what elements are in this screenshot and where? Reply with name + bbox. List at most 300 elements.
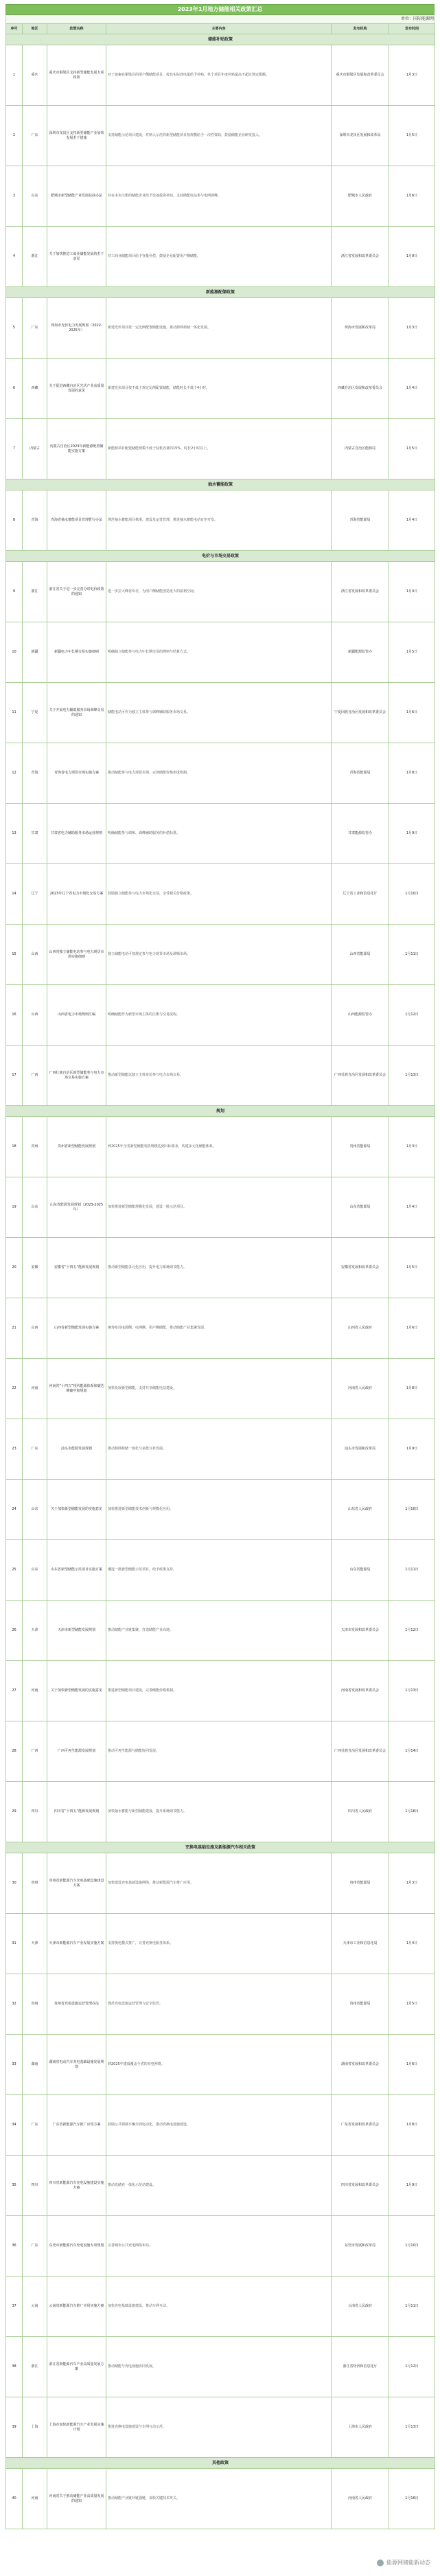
footer	[0, 2549, 440, 2576]
cell-region: 山东	[23, 1540, 47, 1601]
cell-issuer: 安徽省发展和改革委员会	[332, 1238, 389, 1298]
cell-policy-name: 山西省电力市场规则汇编	[47, 985, 106, 1046]
cell-issuer: 辽宁省工业和信息化厅	[332, 864, 389, 925]
cell-content: 遴选一批新型储能示范项目，给予政策支持。	[106, 1540, 332, 1601]
cell-issuer: 重庆市铜梁区发展和改革委员会	[332, 45, 389, 106]
cell-content: 加快发展新型储能，支持共享储能电站建设。	[106, 1359, 332, 1419]
table-row	[6, 985, 435, 1046]
cell-region: 河南	[23, 2469, 47, 2529]
cell-content: 加快推进新型储能规模化发展，建设一批示范项目。	[106, 1177, 332, 1238]
table-row	[6, 2276, 435, 2337]
cell-content: 推动光储充一体化示范站建设。	[106, 2156, 332, 2216]
section-title: 电价与市场交易政策	[6, 551, 435, 562]
table-row	[6, 1540, 435, 1601]
cell-policy-name: 湖南省电动汽车充电基础设施发展规划	[47, 2035, 106, 2095]
cell-date: 1月12日	[389, 985, 435, 1046]
cell-policy-name: 东莞市新能源汽车充电设施专项规划	[47, 2216, 106, 2276]
cell-issuer: 天津市发展和改革委员会	[332, 1601, 389, 1661]
cell-index: 25	[6, 1540, 23, 1601]
cell-content: 推进新型储能项目建设，完善储能价格机制。	[106, 1661, 332, 1721]
cell-content: 推动储能产业链补链强链，加快关键技术攻关。	[106, 2469, 332, 2529]
cell-issuer: 山西能源监管办	[332, 985, 389, 1046]
section-header-row	[6, 551, 435, 562]
cell-policy-name: 安徽省“十四五”能源发展规划	[47, 1238, 106, 1298]
table-row	[6, 1238, 435, 1298]
cell-content: 支持换电模式推广，完善充换电服务体系。	[106, 1914, 332, 1974]
cell-content: 推动源网荷储一体化与多能互补发展。	[106, 1419, 332, 1480]
section-header-row	[6, 1106, 435, 1117]
cell-policy-name: 2023年辽宁省电力市场化交易方案	[47, 864, 106, 925]
cell-date: 1月13日	[389, 2397, 435, 2458]
cell-issuer: 四川省人民政府	[332, 1782, 389, 1842]
cell-date: 1月10日	[389, 2216, 435, 2276]
cell-region: 广西	[23, 1046, 47, 1106]
cell-date: 1月5日	[389, 419, 435, 479]
table-header-row	[6, 24, 435, 34]
table-row	[6, 1782, 435, 1842]
cell-index: 34	[6, 2095, 23, 2156]
cell-content: 加快建设充电基础设施网络，推动新能源汽车推广应用。	[106, 1853, 332, 1914]
cell-issuer: 浙江省发展和改革委员会	[332, 562, 389, 622]
cell-content: 明确储能作为新型市场主体的注册与交易流程。	[106, 985, 332, 1046]
cell-issuer: 贵州省能源局	[332, 1974, 389, 2035]
cell-date: 1月8日	[389, 2095, 435, 2156]
cell-index: 14	[6, 864, 23, 925]
cell-date: 1月14日	[389, 1721, 435, 1782]
cell-issuer: 新疆能源监管办	[332, 622, 389, 683]
cell-policy-name: 深圳市龙岗区支持新型储能产业加快发展若干措施	[47, 106, 106, 166]
cell-region: 山东	[23, 1480, 47, 1540]
cell-region: 云南	[23, 2276, 47, 2337]
cell-index: 17	[6, 1046, 23, 1106]
cell-region: 内蒙古	[23, 419, 47, 479]
cell-index: 37	[6, 2276, 23, 2337]
cell-date: 1月9日	[389, 1419, 435, 1480]
cell-region: 天津	[23, 1914, 47, 1974]
cell-content: 推动储能参与电力现货市场，完善储能价格形成机制。	[106, 743, 332, 804]
cell-index: 2	[6, 106, 23, 166]
cell-region: 重庆	[23, 45, 47, 106]
cell-policy-name: 汕头市能源发展规划	[47, 1419, 106, 1480]
cell-index: 32	[6, 1974, 23, 2035]
cell-date: 1月3日	[389, 1853, 435, 1914]
cell-date: 1月12日	[389, 2337, 435, 2397]
cell-policy-name: 四川省新能源汽车充电设施建设实施方案	[47, 2156, 106, 2216]
cell-issuer: 河南省发展和改革委员会	[332, 1661, 389, 1721]
cell-index: 30	[6, 1853, 23, 1914]
cell-content: 推动新型储能多元化应用，提升电力系统调节能力。	[106, 1238, 332, 1298]
cell-index: 1	[6, 45, 23, 106]
table-row	[6, 1974, 435, 2035]
cell-policy-name: 新疆电力中长期交易实施细则	[47, 622, 106, 683]
cell-issuer: 云南省人民政府	[332, 2276, 389, 2337]
header-date: 发布时间	[389, 24, 435, 34]
cell-region: 安徽	[23, 1238, 47, 1298]
cell-issuer: 汕头市发展和改革局	[332, 1419, 389, 1480]
section-title: 抽水蓄能政策	[6, 479, 435, 490]
cell-content: 推动储能与充电设施协同发展。	[106, 2337, 332, 2397]
table-row	[6, 1419, 435, 1480]
cell-index: 16	[6, 985, 23, 1046]
table-row	[6, 1601, 435, 1661]
cell-date: 1月5日	[389, 622, 435, 683]
cell-date: 1月6日	[389, 2035, 435, 2095]
cell-date: 1月10日	[389, 864, 435, 925]
cell-region: 宁夏	[23, 683, 47, 743]
cell-policy-name: 四川省“十四五”能源发展规划	[47, 1782, 106, 1842]
cell-issuer: 河南省人民政府	[332, 2469, 389, 2529]
cell-issuer: 山东省能源局	[332, 1540, 389, 1601]
cell-issuer: 广西壮族自治区发展和改革委员会	[332, 1046, 389, 1106]
cell-content: 新能源项目配建储能规模不低于装机容量的15%，时长2小时以上。	[106, 419, 332, 479]
cell-policy-name: 山西省新型储能发展实施方案	[47, 1298, 106, 1359]
cell-content: 鼓励独立储能参与电力市场化交易，享受相关价格政策。	[106, 864, 332, 925]
cell-index: 31	[6, 1914, 23, 1974]
cell-policy-name: 关于促进西藏自治区光伏产业高质量发展的意见	[47, 359, 106, 419]
cell-region: 青海	[23, 490, 47, 551]
cell-policy-name: 重庆市铜梁区支持新型储能发展专项政策	[47, 45, 106, 106]
unit-note: 单位：国际能源网	[5, 15, 435, 23]
cell-content: 推进充换电设施建设与车网互动示范。	[106, 2397, 332, 2458]
table-row	[6, 419, 435, 479]
cell-policy-name: 珠海市光伏电力发展规划（2022-2025年）	[47, 298, 106, 359]
cell-region: 四川	[23, 1782, 47, 1842]
cell-content: 推动新型储能以独立主体身份参与电力市场交易。	[106, 1046, 332, 1106]
cell-content: 完善城市公共充电网络布局。	[106, 2216, 332, 2276]
cell-region: 四川	[23, 2156, 47, 2216]
cell-content: 对工商业储能项目给予容量补偿，鼓励企业配置用户侧储能。	[106, 227, 332, 287]
cell-content: 规范抽水蓄能项目核准、建设及运营管理，推进抽水蓄能电站有序开发。	[106, 490, 332, 551]
header-policy-name: 政策名称	[47, 24, 106, 34]
table-row	[6, 106, 435, 166]
table-row	[6, 2035, 435, 2095]
cell-index: 7	[6, 419, 23, 479]
table-row	[6, 2216, 435, 2276]
cell-date: 1月12日	[389, 1601, 435, 1661]
cell-date: 1月4日	[389, 490, 435, 551]
cell-policy-name: 肥城市新型储能产业发展扶持办法	[47, 166, 106, 227]
cell-index: 39	[6, 2397, 23, 2458]
cell-issuer: 东莞市发展和改革局	[332, 2216, 389, 2276]
cell-region: 河南	[23, 1359, 47, 1419]
cell-issuer: 天津市工业和信息化局	[332, 1914, 389, 1974]
page-title: 2023年1月地方储能相关政策汇总	[5, 4, 435, 15]
cell-content: 推动可再生能源与储能协同发展。	[106, 1721, 332, 1782]
cell-issuer: 河南省人民政府	[332, 1359, 389, 1419]
cell-policy-name: 贵州省新型储能发展规划	[47, 1117, 106, 1177]
cell-policy-name: 广西可再生能源发展规划	[47, 1721, 106, 1782]
table-row	[6, 2337, 435, 2397]
cell-issuer: 湖南省发展和改革委员会	[332, 2035, 389, 2095]
table-row	[6, 2095, 435, 2156]
table-row	[6, 1914, 435, 1974]
cell-date: 1月13日	[389, 1046, 435, 1106]
cell-issuer: 广西壮族自治区发展和改革委员会	[332, 1721, 389, 1782]
cell-index: 6	[6, 359, 23, 419]
section-header-row	[6, 1842, 435, 1853]
table-row	[6, 743, 435, 804]
cell-content: 明确储能参与调频、调峰辅助服务的补偿标准。	[106, 804, 332, 864]
wechat-icon	[377, 2560, 384, 2566]
header-content: 主要内容	[106, 24, 332, 34]
cell-region: 天津	[23, 1601, 47, 1661]
table-body	[6, 34, 435, 2529]
section-header-row	[6, 2458, 435, 2469]
table-row	[6, 562, 435, 622]
cell-region: 浙江	[23, 227, 47, 287]
cell-content: 推动储能产业链集聚，打造储能产业高地。	[106, 1601, 332, 1661]
cell-date: 1月9日	[389, 2156, 435, 2216]
cell-region: 贵州	[23, 1974, 47, 2035]
table-row	[6, 45, 435, 106]
cell-policy-name: 贵州省充电设施运营管理办法	[47, 1974, 106, 2035]
cell-issuer: 珠海市发展和改革局	[332, 298, 389, 359]
cell-content: 明确独立储能参与电力中长期交易的规则与结算方式。	[106, 622, 332, 683]
cell-region: 河南	[23, 1661, 47, 1721]
section-header-row	[6, 34, 435, 45]
cell-policy-name: 关于加快推进工商业储能发展的若干意见	[47, 227, 106, 287]
cell-index: 23	[6, 1419, 23, 1480]
table-row	[6, 1480, 435, 1540]
cell-index: 29	[6, 1782, 23, 1842]
table-row	[6, 1046, 435, 1106]
table-row	[6, 804, 435, 864]
cell-date: 1月6日	[389, 683, 435, 743]
cell-issuer: 浙江省经济和信息化厅	[332, 2337, 389, 2397]
cell-policy-name: 关于加快新型储能发展的实施意见	[47, 1661, 106, 1721]
cell-region: 广东	[23, 2216, 47, 2276]
cell-index: 5	[6, 298, 23, 359]
cell-policy-name: 青海省抽水蓄能项目管理暂行办法	[47, 490, 106, 551]
watermark-text: 能源网储能新动态	[386, 2560, 430, 2566]
cell-region: 新疆	[23, 622, 47, 683]
cell-index: 20	[6, 1238, 23, 1298]
cell-date: 1月4日	[389, 562, 435, 622]
cell-content: 对在本市注册的储能企业给予设备投资补助，支持储能电站参与电网调峰。	[106, 166, 332, 227]
cell-policy-name: 青海省电力现货市场实施方案	[47, 743, 106, 804]
cell-region: 上海	[23, 2397, 47, 2458]
cell-region: 贵州	[23, 1117, 47, 1177]
cell-content: 加快抽水蓄能与新型储能建设，提升系统调节能力。	[106, 1782, 332, 1842]
cell-content: 到2025年全省新型储能装机规模达到目标要求，构建多元化储能体系。	[106, 1117, 332, 1177]
cell-policy-name: 天津市新型储能发展规划	[47, 1601, 106, 1661]
cell-region: 贵州	[23, 1853, 47, 1914]
section-header-row	[6, 287, 435, 298]
cell-content: 储能电站可作为独立主体参与调峰辅助服务市场交易。	[106, 683, 332, 743]
section-title: 新能源配储政策	[6, 287, 435, 298]
cell-date: 1月9日	[389, 227, 435, 287]
cell-issuer: 四川省发展和改革委员会	[332, 2156, 389, 2216]
cell-index: 3	[6, 166, 23, 227]
cell-issuer: 广东省发展和改革委员会	[332, 2095, 389, 2156]
cell-issuer: 甘肃能源监管办	[332, 804, 389, 864]
table-row	[6, 622, 435, 683]
cell-date: 1月16日	[389, 2469, 435, 2529]
cell-date: 1月6日	[389, 1298, 435, 1359]
table-row	[6, 298, 435, 359]
table-row	[6, 925, 435, 985]
table-row	[6, 1853, 435, 1914]
table-row	[6, 2156, 435, 2216]
table-row	[6, 864, 435, 925]
cell-policy-name: 山东省能源发展规划（2023-2025年）	[47, 1177, 106, 1238]
cell-region: 西藏	[23, 359, 47, 419]
cell-index: 19	[6, 1177, 23, 1238]
table-row	[6, 683, 435, 743]
cell-issuer: 深圳市龙岗区发展和改革局	[332, 106, 389, 166]
cell-region: 甘肃	[23, 804, 47, 864]
cell-index: 11	[6, 683, 23, 743]
cell-region: 山西	[23, 925, 47, 985]
cell-policy-name: 贵州省新能源汽车充电基础设施建设方案	[47, 1853, 106, 1914]
cell-date: 1月8日	[389, 1359, 435, 1419]
cell-region: 广东	[23, 298, 47, 359]
cell-date: 1月3日	[389, 1117, 435, 1177]
cell-policy-name: 广东省新能源汽车推广应用方案	[47, 2095, 106, 2156]
cell-date: 1月11日	[389, 2276, 435, 2337]
cell-issuer: 内蒙古自治区能源局	[332, 419, 389, 479]
cell-region: 山西	[23, 985, 47, 1046]
cell-issuer: 山东省人民政府	[332, 1480, 389, 1540]
table-row	[6, 359, 435, 419]
cell-date: 1月3日	[389, 45, 435, 106]
cell-issuer: 浙江省发展和改革委员会	[332, 227, 389, 287]
cell-index: 40	[6, 2469, 23, 2529]
cell-index: 18	[6, 1117, 23, 1177]
cell-policy-name: 山西省独立储能电站参与电力现货市场实施细则	[47, 925, 106, 985]
cell-date: 1月5日	[389, 1238, 435, 1298]
cell-policy-name: 浙江省关于进一步完善分时电价政策的通知	[47, 562, 106, 622]
cell-date: 1月5日	[389, 106, 435, 166]
cell-index: 10	[6, 622, 23, 683]
cell-index: 28	[6, 1721, 23, 1782]
cell-index: 15	[6, 925, 23, 985]
cell-index: 35	[6, 2156, 23, 2216]
cell-issuer: 山东省能源局	[332, 1177, 389, 1238]
policy-table	[5, 23, 435, 2529]
cell-issuer: 肥城市人民政府	[332, 166, 389, 227]
cell-issuer: 贵州省能源局	[332, 1117, 389, 1177]
table-row	[6, 1721, 435, 1782]
cell-content: 统筹布局电源侧、电网侧、用户侧储能，推动储能产业集聚发展。	[106, 1298, 332, 1359]
header-region: 地区	[23, 24, 47, 34]
watermark	[377, 2559, 430, 2566]
cell-region: 湖南	[23, 2035, 47, 2095]
cell-index: 9	[6, 562, 23, 622]
cell-date: 1月11日	[389, 1540, 435, 1601]
header-index: 序号	[6, 24, 23, 34]
cell-region: 山东	[23, 1177, 47, 1238]
cell-region: 山西	[23, 1298, 47, 1359]
cell-policy-name: 云南省新能源汽车推广应用实施方案	[47, 2276, 106, 2337]
cell-index: 13	[6, 804, 23, 864]
table-row	[6, 1359, 435, 1419]
cell-region: 广东	[23, 2095, 47, 2156]
cell-date: 1月10日	[389, 1480, 435, 1540]
cell-region: 浙江	[23, 2337, 47, 2397]
cell-region: 浙江	[23, 562, 47, 622]
cell-index: 12	[6, 743, 23, 804]
cell-content: 支持储能示范项目建设，对纳入示范的新型储能项目按规模给予一次性资助，鼓励储能企业研发投入。	[106, 106, 332, 166]
cell-content: 鼓励公共领域车辆全面电动化，推动充换电设施建设。	[106, 2095, 332, 2156]
cell-issuer: 青海省能源局	[332, 490, 389, 551]
cell-policy-name: 河南省“十四五”现代能源体系和碳达峰碳中和规划	[47, 1359, 106, 1419]
cell-issuer: 上海市人民政府	[332, 2397, 389, 2458]
cell-content: 规范充电设施运营管理与安全监管。	[106, 1974, 332, 2035]
header-issuer: 发布机构	[332, 24, 389, 34]
table-row	[6, 227, 435, 287]
cell-index: 24	[6, 1480, 23, 1540]
cell-date: 1月13日	[389, 1661, 435, 1721]
cell-content: 新建光伏项目按不低于规定比例配置储能，储能时长不低于4小时。	[106, 359, 332, 419]
cell-issuer: 山西省能源局	[332, 925, 389, 985]
cell-index: 26	[6, 1601, 23, 1661]
cell-index: 8	[6, 490, 23, 551]
cell-policy-name: 关于开展电力辅助服务市场调峰交易的通知	[47, 683, 106, 743]
cell-date: 1月5日	[389, 1974, 435, 2035]
cell-region: 辽宁	[23, 864, 47, 925]
cell-date: 1月16日	[389, 1782, 435, 1842]
cell-policy-name: 关于加快新型储能发展的实施意见	[47, 1480, 106, 1540]
cell-index: 36	[6, 2216, 23, 2276]
section-title: 其他政策	[6, 2458, 435, 2469]
cell-policy-name: 山东省新型储能示范项目实施方案	[47, 1540, 106, 1601]
cell-region: 广西	[23, 1721, 47, 1782]
table-row	[6, 1177, 435, 1238]
cell-date: 1月9日	[389, 804, 435, 864]
cell-policy-name: 河南省关于推动储能产业高质量发展的通知	[47, 2469, 106, 2529]
cell-date: 1月8日	[389, 743, 435, 804]
table-row	[6, 2397, 435, 2458]
cell-content: 对于备案在铜梁区的用户侧储能项目，按其实际放电量给予补贴，单个项目年度补贴最高不超过规定限额。	[106, 45, 332, 106]
cell-date: 1月4日	[389, 1914, 435, 1974]
cell-content: 新建光伏项目按一定比例配置储能设施，推动源网荷储一体化发展。	[106, 298, 332, 359]
table-row	[6, 1661, 435, 1721]
section-title: 储能补贴政策	[6, 34, 435, 45]
section-title: 规划	[6, 1106, 435, 1117]
cell-index: 22	[6, 1359, 23, 1419]
cell-region: 广东	[23, 1419, 47, 1480]
cell-date: 1月11日	[389, 925, 435, 985]
cell-index: 21	[6, 1298, 23, 1359]
table-row	[6, 1117, 435, 1177]
cell-policy-name: 天津市新能源汽车产业发展实施方案	[47, 1914, 106, 1974]
cell-date: 1月6日	[389, 166, 435, 227]
cell-region: 青海	[23, 743, 47, 804]
cell-index: 27	[6, 1661, 23, 1721]
cell-policy-name: 浙江省新能源汽车产业高质量发展方案	[47, 2337, 106, 2397]
cell-date: 1月4日	[389, 1177, 435, 1238]
cell-content: 加快充电基础设施建设，推动车网互动。	[106, 2276, 332, 2337]
cell-index: 4	[6, 227, 23, 287]
cell-policy-name: 甘肃省电力辅助服务市场运营规则	[47, 804, 106, 864]
table-row	[6, 1298, 435, 1359]
cell-policy-name: 广西壮族自治区新型储能参与电力市场交易实施方案	[47, 1046, 106, 1106]
table-row	[6, 2469, 435, 2529]
section-title: 充换电基础设施及新能源汽车相关政策	[6, 1842, 435, 1853]
cell-content: 进一步拉大峰谷价差，为用户侧储能创造更大的盈利空间。	[106, 562, 332, 622]
cell-issuer: 宁夏回族自治区发展和改革委员会	[332, 683, 389, 743]
cell-region: 山东	[23, 166, 47, 227]
cell-issuer: 青海省能源局	[332, 743, 389, 804]
cell-issuer: 西藏自治区发展和改革委员会	[332, 359, 389, 419]
cell-issuer: 贵州省能源局	[332, 1853, 389, 1914]
cell-content: 加快推进新型储能技术创新与规模化应用。	[106, 1480, 332, 1540]
cell-date: 1月4日	[389, 359, 435, 419]
table-row	[6, 490, 435, 551]
cell-index: 38	[6, 2337, 23, 2397]
cell-index: 33	[6, 2035, 23, 2095]
